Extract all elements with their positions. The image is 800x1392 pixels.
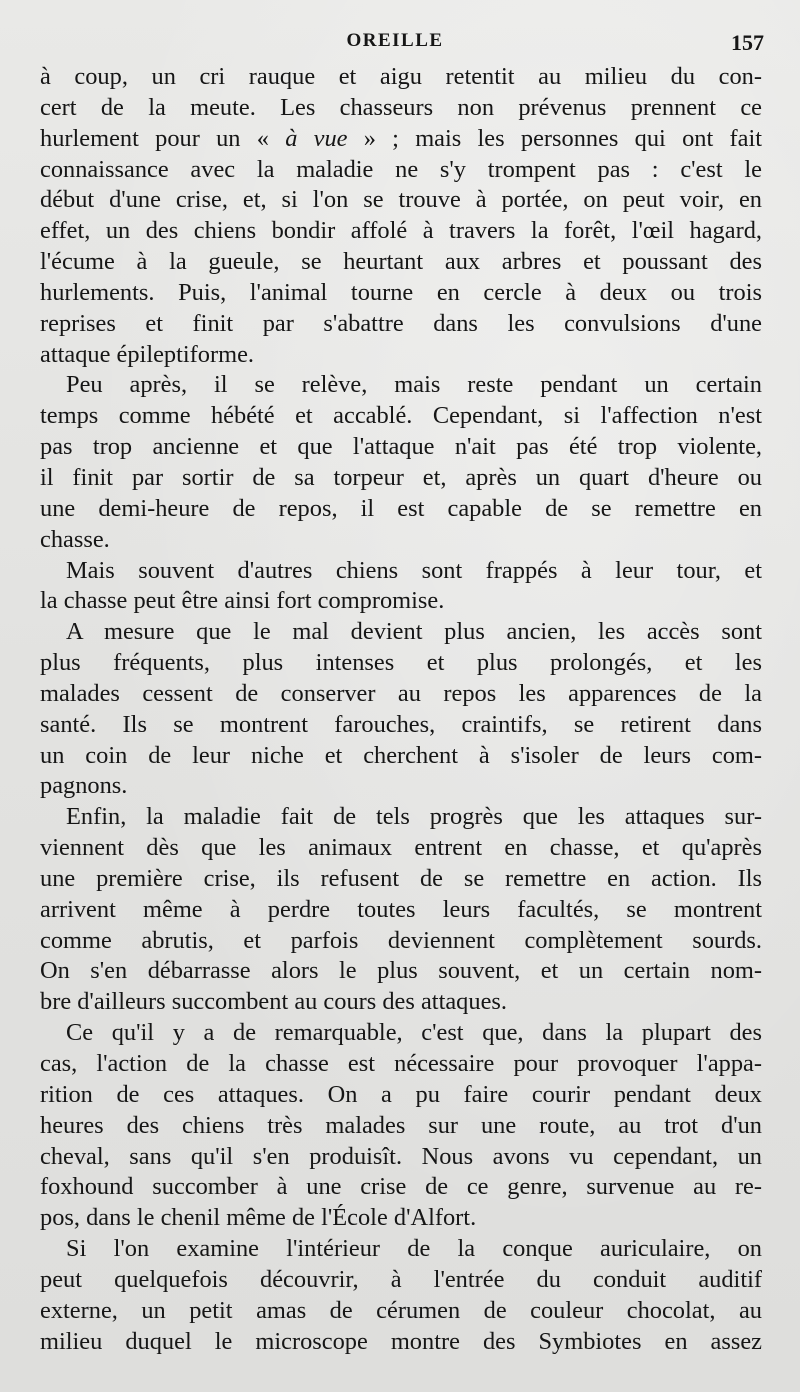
running-title: OREILLE — [346, 30, 444, 51]
text-line: un coin de leur niche et cherchent à s'isoler de leurs com- — [40, 741, 762, 769]
text-line: chasse. — [40, 525, 110, 553]
text-line: bre d'ailleurs succombent au cours des attaques. — [40, 988, 507, 1016]
text-line: peut quelquefois découvrir, à l'entrée du conduit auditif — [40, 1265, 762, 1293]
paragraph — [40, 1018, 762, 1234]
text-line: arrivent même à perdre toutes leurs facultés, se montrent — [40, 895, 762, 923]
emphasis: à vue — [285, 124, 348, 152]
text-line: début d'une crise, et, si l'on se trouve à portée, on peut voir, en — [40, 186, 762, 214]
paragraph — [40, 802, 762, 1018]
text-line: il finit par sortir de sa torpeur et, après un quart d'heure ou — [40, 463, 762, 491]
text-line: pos, dans le chenil même de l'École d'Alfort. — [40, 1204, 477, 1232]
text-line: plus fréquents, plus intenses et plus prolongés, et les — [40, 649, 762, 677]
text-line: heures des chiens très malades sur une route, au trot d'un — [40, 1111, 762, 1139]
text-line: connaissance avec la maladie ne s'y trompent pas : c'est le — [40, 155, 762, 183]
text-line: rition de ces attaques. On a pu faire courir pendant deux — [40, 1080, 762, 1108]
running-header — [0, 30, 800, 62]
paragraph — [40, 62, 762, 370]
text-line: effet, un des chiens bondir affolé à travers la forêt, l'œil hagard, — [40, 217, 762, 245]
text-line: hurlements. Puis, l'animal tourne en cercle à deux ou trois — [40, 278, 762, 306]
text-line: Mais souvent d'autres chiens sont frappés à leur tour, et — [66, 556, 762, 584]
text-line: cert de la meute. Les chasseurs non prévenus prennent ce — [40, 93, 762, 121]
text-line: externe, un petit amas de cérumen de couleur chocolat, au — [40, 1296, 762, 1324]
text-line: une première crise, ils refusent de se remettre en action. Ils — [40, 864, 762, 892]
text-line: foxhound succomber à une crise de ce genre, survenue au re- — [40, 1173, 762, 1201]
text-line: attaque épileptiforme. — [40, 340, 255, 368]
text-line: reprises et finit par s'abattre dans les convulsions d'une — [40, 309, 762, 337]
paragraph — [40, 556, 762, 618]
text-line: malades cessent de conserver au repos les apparences de la — [40, 679, 762, 707]
text-line: l'écume à la gueule, se heurtant aux arbres et poussant des — [40, 248, 762, 276]
text-line: Ce qu'il y a de remarquable, c'est que, dans la plupart des — [66, 1019, 762, 1047]
text-line: pas trop ancienne et que l'attaque n'ait pas été trop violente, — [40, 433, 762, 461]
page-number: 157 — [731, 30, 764, 55]
paragraph — [40, 370, 762, 555]
paragraph — [40, 1234, 762, 1357]
text-line: Si l'on examine l'intérieur de la conque auriculaire, on — [66, 1235, 762, 1263]
text-line: Enfin, la maladie fait de tels progrès que les attaques sur- — [66, 803, 762, 831]
text-line: pagnons. — [40, 772, 128, 800]
paragraph — [40, 617, 762, 802]
text-line: temps comme hébété et accablé. Cependant, si l'affection n'est — [40, 402, 762, 430]
text-line: la chasse peut être ainsi fort compromise. — [40, 587, 445, 615]
text-line: à coup, un cri rauque et aigu retentit au milieu du con- — [40, 63, 762, 90]
text-line: santé. Ils se montrent farouches, craintifs, se retirent dans — [40, 710, 762, 738]
text-line: comme abrutis, et parfois deviennent complètement sourds. — [40, 926, 762, 954]
text-line: viennent dès que les animaux entrent en chasse, et qu'après — [40, 834, 762, 862]
text-line: On s'en débarrasse alors le plus souvent, et un certain nom- — [40, 957, 762, 985]
text-line: A mesure que le mal devient plus ancien, les accès sont — [66, 618, 762, 646]
body-text — [40, 62, 762, 1357]
text-line: hurlement pour un « à vue » ; mais les personnes qui ont fait — [40, 124, 762, 152]
text-line: une demi-heure de repos, il est capable de se remettre en — [40, 494, 762, 522]
text-line: cheval, sans qu'il s'en produisît. Nous avons vu cependant, un — [40, 1142, 762, 1170]
text-line: milieu duquel le microscope montre des Symbiotes en assez — [40, 1327, 762, 1355]
text-line: cas, l'action de la chasse est nécessaire pour provoquer l'appa- — [40, 1050, 762, 1077]
text-line: Peu après, il se relève, mais reste pendant un certain — [66, 371, 762, 399]
